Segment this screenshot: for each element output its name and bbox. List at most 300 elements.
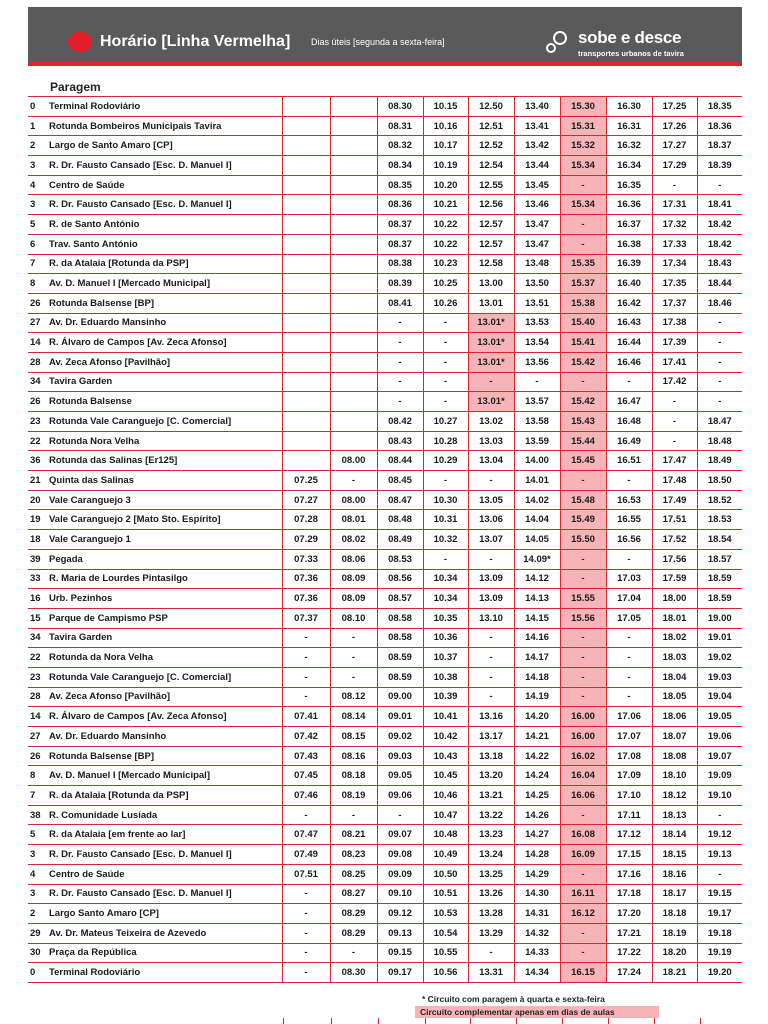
table-row [28, 805, 742, 825]
time-cell: 15.44 [560, 431, 606, 451]
stop-code: 38 [28, 805, 46, 825]
stop-name: Rotunda Bombeiros Municipais Tavira [46, 116, 282, 136]
time-cell: 10.36 [423, 628, 468, 648]
time-cell: 13.59 [514, 431, 560, 451]
stop-code: 14 [28, 707, 46, 727]
time-cell: 13.40 [514, 97, 560, 117]
time-cell [282, 136, 330, 156]
time-cell: - [560, 667, 606, 687]
time-cell: 10.27 [423, 412, 468, 432]
time-cell: - [468, 943, 514, 963]
time-cell: 18.53 [697, 510, 742, 530]
time-cell: 14.31 [514, 904, 560, 924]
time-cell: 17.47 [652, 451, 697, 471]
stop-name: Av. Dr. Mateus Teixeira de Azevedo [46, 923, 282, 943]
time-cell: 13.01* [468, 313, 514, 333]
time-cell: 19.00 [697, 608, 742, 628]
stop-name: R. Dr. Fausto Cansado [Esc. D. Manuel I] [46, 156, 282, 176]
time-cell: 08.58 [377, 608, 423, 628]
time-cell: 12.58 [468, 254, 514, 274]
time-cell: 15.56 [560, 608, 606, 628]
bottom-ticks [0, 1018, 768, 1024]
stop-name: Rotunda das Salinas [Er125] [46, 451, 282, 471]
time-cell: - [606, 628, 652, 648]
time-cell: 17.11 [606, 805, 652, 825]
time-cell: - [652, 412, 697, 432]
stop-name: Av. Dr. Eduardo Mansinho [46, 313, 282, 333]
table-row [28, 254, 742, 274]
time-cell: 10.35 [423, 608, 468, 628]
time-cell: 16.37 [606, 215, 652, 235]
time-cell [282, 234, 330, 254]
time-cell: 08.30 [377, 97, 423, 117]
time-cell [330, 116, 377, 136]
time-cell: 15.30 [560, 97, 606, 117]
time-cell: - [377, 392, 423, 412]
time-cell: 16.11 [560, 884, 606, 904]
stop-code: 7 [28, 786, 46, 806]
time-cell [330, 372, 377, 392]
time-cell: 14.12 [514, 569, 560, 589]
time-cell: - [606, 648, 652, 668]
time-cell: 14.15 [514, 608, 560, 628]
time-cell: - [697, 864, 742, 884]
time-cell: 13.06 [468, 510, 514, 530]
time-cell: - [606, 471, 652, 491]
table-row [28, 727, 742, 747]
time-cell: 10.38 [423, 667, 468, 687]
stop-code: 34 [28, 372, 46, 392]
stop-name: R. Dr. Fausto Cansado [Esc. D. Manuel I] [46, 195, 282, 215]
time-cell: 19.09 [697, 766, 742, 786]
stop-code: 19 [28, 510, 46, 530]
time-cell: - [423, 333, 468, 353]
time-cell: 13.25 [468, 864, 514, 884]
stop-name: Rotunda Balsense [46, 392, 282, 412]
time-cell: - [423, 352, 468, 372]
table-row [28, 333, 742, 353]
time-cell: 08.25 [330, 864, 377, 884]
time-cell: 13.16 [468, 707, 514, 727]
time-cell: 19.10 [697, 786, 742, 806]
time-cell: - [282, 628, 330, 648]
time-cell [330, 412, 377, 432]
stop-name: Quinta das Salinas [46, 471, 282, 491]
time-cell: 13.29 [468, 923, 514, 943]
time-cell: 08.19 [330, 786, 377, 806]
table-row [28, 648, 742, 668]
time-cell: 08.42 [377, 412, 423, 432]
time-cell: 09.01 [377, 707, 423, 727]
time-cell: 17.27 [652, 136, 697, 156]
time-cell: 18.52 [697, 490, 742, 510]
stop-code: 5 [28, 825, 46, 845]
time-cell: 19.12 [697, 825, 742, 845]
time-cell [282, 97, 330, 117]
time-cell: 13.10 [468, 608, 514, 628]
time-cell [330, 313, 377, 333]
time-cell: 18.16 [652, 864, 697, 884]
time-cell: 18.59 [697, 589, 742, 609]
time-cell [330, 97, 377, 117]
time-cell: 16.09 [560, 845, 606, 865]
time-cell: 10.37 [423, 648, 468, 668]
time-cell: 14.29 [514, 864, 560, 884]
time-cell: 19.20 [697, 963, 742, 983]
time-cell: - [423, 313, 468, 333]
stop-name: R. da Atalaia [Rotunda da PSP] [46, 786, 282, 806]
time-cell: 08.49 [377, 530, 423, 550]
time-cell: 19.13 [697, 845, 742, 865]
stop-code: 26 [28, 293, 46, 313]
table-row [28, 904, 742, 924]
time-cell: 16.36 [606, 195, 652, 215]
time-cell: 16.06 [560, 786, 606, 806]
time-cell: 08.58 [377, 628, 423, 648]
time-cell: 10.46 [423, 786, 468, 806]
time-cell: - [697, 352, 742, 372]
time-cell: 15.43 [560, 412, 606, 432]
stop-name: Av. Dr. Eduardo Mansinho [46, 727, 282, 747]
time-cell: 14.17 [514, 648, 560, 668]
time-cell: 13.57 [514, 392, 560, 412]
time-cell: 17.59 [652, 569, 697, 589]
time-cell: 08.32 [377, 136, 423, 156]
time-cell: 13.58 [514, 412, 560, 432]
time-cell [282, 333, 330, 353]
time-cell: - [282, 923, 330, 943]
stop-name: R. de Santo António [46, 215, 282, 235]
time-cell: 07.25 [282, 471, 330, 491]
time-cell: 14.34 [514, 963, 560, 983]
stop-code: 2 [28, 904, 46, 924]
time-cell: 10.22 [423, 234, 468, 254]
time-cell: - [560, 805, 606, 825]
time-cell: - [468, 471, 514, 491]
table-row [28, 943, 742, 963]
time-cell: - [468, 372, 514, 392]
time-cell: - [606, 667, 652, 687]
time-cell: 13.50 [514, 274, 560, 294]
time-cell: 10.25 [423, 274, 468, 294]
time-cell: 18.06 [652, 707, 697, 727]
time-cell: 08.35 [377, 175, 423, 195]
time-cell: 10.34 [423, 589, 468, 609]
table-row [28, 156, 742, 176]
time-cell: 14.20 [514, 707, 560, 727]
time-cell: 18.17 [652, 884, 697, 904]
time-cell: 09.08 [377, 845, 423, 865]
time-cell: 16.43 [606, 313, 652, 333]
stop-code: 8 [28, 274, 46, 294]
time-cell: 15.49 [560, 510, 606, 530]
time-cell: 17.03 [606, 569, 652, 589]
stop-code: 3 [28, 195, 46, 215]
time-cell: 19.19 [697, 943, 742, 963]
time-cell: 14.27 [514, 825, 560, 845]
time-cell: 13.00 [468, 274, 514, 294]
time-cell: 18.47 [697, 412, 742, 432]
time-cell: 15.31 [560, 116, 606, 136]
time-cell: 07.37 [282, 608, 330, 628]
time-cell: 18.49 [697, 451, 742, 471]
time-cell: 14.26 [514, 805, 560, 825]
time-cell: 07.49 [282, 845, 330, 865]
stop-name: R. da Atalaia [em frente ao lar] [46, 825, 282, 845]
time-cell: 08.57 [377, 589, 423, 609]
time-cell: 16.48 [606, 412, 652, 432]
table-row [28, 372, 742, 392]
stop-code: 0 [28, 97, 46, 117]
stop-code: 1 [28, 116, 46, 136]
stop-code: 18 [28, 530, 46, 550]
time-cell [330, 254, 377, 274]
stop-name: Av. D. Manuel I [Mercado Municipal] [46, 766, 282, 786]
table-row [28, 274, 742, 294]
time-cell: 13.22 [468, 805, 514, 825]
time-cell: 08.01 [330, 510, 377, 530]
stop-name: Rotunda Balsense [BP] [46, 746, 282, 766]
time-cell: 13.46 [514, 195, 560, 215]
stop-code: 23 [28, 667, 46, 687]
time-cell: 18.07 [652, 727, 697, 747]
time-cell: - [514, 372, 560, 392]
time-cell: - [282, 805, 330, 825]
stop-code: 22 [28, 648, 46, 668]
time-cell: 09.15 [377, 943, 423, 963]
time-cell: 12.57 [468, 234, 514, 254]
time-cell: 14.18 [514, 667, 560, 687]
time-cell: 13.05 [468, 490, 514, 510]
time-cell: 17.29 [652, 156, 697, 176]
time-cell: 08.48 [377, 510, 423, 530]
time-cell: - [560, 923, 606, 943]
time-cell: 19.03 [697, 667, 742, 687]
time-cell: - [330, 667, 377, 687]
time-cell: 10.16 [423, 116, 468, 136]
page-title: Horário [Linha Vermelha] [100, 33, 291, 50]
time-cell: 10.26 [423, 293, 468, 313]
time-cell: 18.02 [652, 628, 697, 648]
time-cell: 07.43 [282, 746, 330, 766]
time-cell [282, 431, 330, 451]
time-cell: 14.16 [514, 628, 560, 648]
time-cell: 13.45 [514, 175, 560, 195]
time-cell: 18.44 [697, 274, 742, 294]
stop-name: Parque de Campismo PSP [46, 608, 282, 628]
time-cell: 10.29 [423, 451, 468, 471]
stop-name: Centro de Saúde [46, 175, 282, 195]
time-cell [282, 215, 330, 235]
time-cell: 17.33 [652, 234, 697, 254]
time-cell: 17.34 [652, 254, 697, 274]
time-cell: 10.48 [423, 825, 468, 845]
time-cell: 18.42 [697, 215, 742, 235]
time-cell: 08.06 [330, 549, 377, 569]
stop-code: 15 [28, 608, 46, 628]
time-cell: 14.30 [514, 884, 560, 904]
time-cell: 08.15 [330, 727, 377, 747]
stop-name: Av. D. Manuel I [Mercado Municipal] [46, 274, 282, 294]
time-cell: 08.39 [377, 274, 423, 294]
time-cell [282, 293, 330, 313]
stop-code: 4 [28, 864, 46, 884]
time-cell: - [468, 667, 514, 687]
time-cell: 17.25 [652, 97, 697, 117]
table-row [28, 825, 742, 845]
time-cell: 10.32 [423, 530, 468, 550]
time-cell: 16.34 [606, 156, 652, 176]
time-cell: 13.53 [514, 313, 560, 333]
time-cell: 10.19 [423, 156, 468, 176]
time-cell: - [560, 648, 606, 668]
time-cell: - [282, 943, 330, 963]
time-cell: 08.30 [330, 963, 377, 983]
time-cell [282, 116, 330, 136]
time-cell: 13.01 [468, 293, 514, 313]
page-subtitle: Dias úteis [segunda a sexta-feira] [311, 37, 445, 47]
time-cell: 13.51 [514, 293, 560, 313]
time-cell: 19.06 [697, 727, 742, 747]
time-cell [282, 313, 330, 333]
time-cell: 19.02 [697, 648, 742, 668]
time-cell: 18.41 [697, 195, 742, 215]
time-cell [330, 156, 377, 176]
time-cell: 09.05 [377, 766, 423, 786]
time-cell [282, 195, 330, 215]
page-header [28, 7, 742, 66]
time-cell: 18.05 [652, 687, 697, 707]
time-cell: 18.13 [652, 805, 697, 825]
time-cell: 08.09 [330, 589, 377, 609]
time-cell: 17.56 [652, 549, 697, 569]
time-cell: 10.45 [423, 766, 468, 786]
time-cell: 14.19 [514, 687, 560, 707]
time-cell: 18.14 [652, 825, 697, 845]
time-cell [282, 372, 330, 392]
time-cell: 17.31 [652, 195, 697, 215]
time-cell: 16.39 [606, 254, 652, 274]
stop-name: R. Álvaro de Campos [Av. Zeca Afonso] [46, 333, 282, 353]
time-cell: 07.28 [282, 510, 330, 530]
time-cell [330, 274, 377, 294]
time-cell: 07.33 [282, 549, 330, 569]
time-cell: 10.41 [423, 707, 468, 727]
time-cell: - [423, 549, 468, 569]
time-cell: - [468, 648, 514, 668]
time-cell: 17.37 [652, 293, 697, 313]
time-cell: 07.46 [282, 786, 330, 806]
table-row [28, 412, 742, 432]
time-cell: 14.04 [514, 510, 560, 530]
time-cell: - [468, 549, 514, 569]
time-cell: 12.52 [468, 136, 514, 156]
time-cell: 18.18 [652, 904, 697, 924]
time-cell [330, 195, 377, 215]
time-cell: 08.47 [377, 490, 423, 510]
time-cell: 18.42 [697, 234, 742, 254]
time-cell: 18.12 [652, 786, 697, 806]
pink-legend: Circuito complementar apenas em dias de aulas [415, 1006, 659, 1018]
time-cell: 19.05 [697, 707, 742, 727]
stop-name: Largo de Santo Amaro [CP] [46, 136, 282, 156]
logo-icon [544, 29, 572, 55]
time-cell: - [330, 943, 377, 963]
stop-code: 21 [28, 471, 46, 491]
time-cell: 18.36 [697, 116, 742, 136]
time-cell: 15.37 [560, 274, 606, 294]
time-cell: 17.51 [652, 510, 697, 530]
time-cell: 08.12 [330, 687, 377, 707]
time-cell: - [560, 234, 606, 254]
stop-name: Av. Zeca Afonso [Pavilhão] [46, 687, 282, 707]
time-cell: - [697, 175, 742, 195]
table-row [28, 510, 742, 530]
table-row [28, 687, 742, 707]
time-cell: - [697, 372, 742, 392]
stop-name: R. Dr. Fausto Cansado [Esc. D. Manuel I] [46, 845, 282, 865]
time-cell: 18.15 [652, 845, 697, 865]
time-cell: 08.38 [377, 254, 423, 274]
time-cell: 08.36 [377, 195, 423, 215]
time-cell [282, 156, 330, 176]
time-cell: 13.24 [468, 845, 514, 865]
table-row [28, 490, 742, 510]
time-cell: 17.07 [606, 727, 652, 747]
time-cell: 08.29 [330, 904, 377, 924]
time-cell: 08.34 [377, 156, 423, 176]
time-cell: 17.05 [606, 608, 652, 628]
time-cell: - [560, 864, 606, 884]
time-cell: 10.17 [423, 136, 468, 156]
stop-name: Vale Caranguejo 3 [46, 490, 282, 510]
stop-code: 2 [28, 136, 46, 156]
time-cell: - [606, 549, 652, 569]
time-cell: 08.44 [377, 451, 423, 471]
stop-code: 3 [28, 156, 46, 176]
logo-tagline: transportes urbanos de tavira [578, 49, 684, 58]
time-cell: - [282, 904, 330, 924]
time-cell [330, 215, 377, 235]
time-cell: 16.00 [560, 707, 606, 727]
time-cell: 13.42 [514, 136, 560, 156]
time-cell: 13.47 [514, 234, 560, 254]
time-cell: 09.13 [377, 923, 423, 943]
stop-name: R. Álvaro de Campos [Av. Zeca Afonso] [46, 707, 282, 727]
time-cell: 13.04 [468, 451, 514, 471]
time-cell: 17.24 [606, 963, 652, 983]
time-cell: 07.41 [282, 707, 330, 727]
logo-name: sobe e desce [578, 28, 682, 47]
time-cell: 13.28 [468, 904, 514, 924]
stop-name: Rotunda Balsense [BP] [46, 293, 282, 313]
time-cell: 08.59 [377, 648, 423, 668]
time-cell: 15.34 [560, 156, 606, 176]
time-cell: 13.01* [468, 352, 514, 372]
time-cell: 15.40 [560, 313, 606, 333]
time-cell: 18.57 [697, 549, 742, 569]
stop-code: 23 [28, 412, 46, 432]
time-cell: 07.51 [282, 864, 330, 884]
time-cell: 18.04 [652, 667, 697, 687]
time-cell: 17.08 [606, 746, 652, 766]
time-cell: 08.00 [330, 451, 377, 471]
time-cell: 17.10 [606, 786, 652, 806]
time-cell: 17.49 [652, 490, 697, 510]
time-cell: 15.48 [560, 490, 606, 510]
time-cell: 08.16 [330, 746, 377, 766]
stop-code: 22 [28, 431, 46, 451]
